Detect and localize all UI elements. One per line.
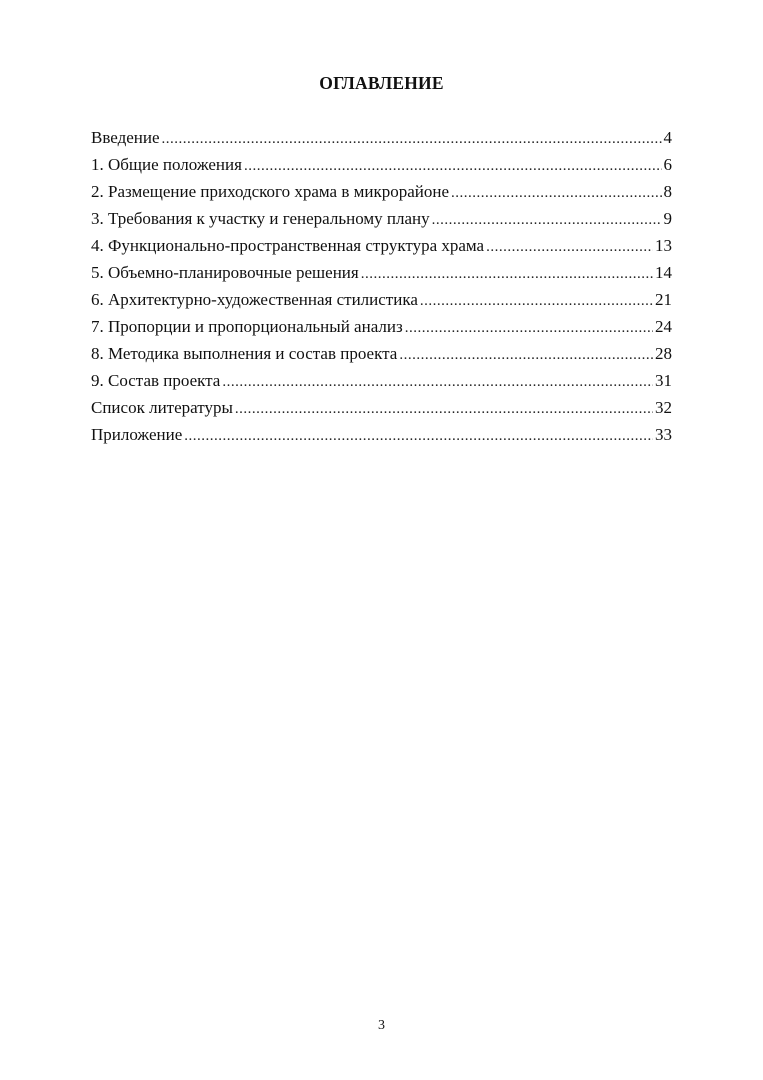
toc-entry-label: 9. Состав проекта — [91, 371, 221, 390]
toc-entry-section-9[interactable] — [91, 367, 672, 394]
dot-leader — [432, 207, 662, 234]
dot-leader — [399, 342, 653, 369]
toc-entry-page: 13 — [655, 236, 672, 255]
dot-leader — [451, 180, 661, 207]
toc-entry-label: Введение — [91, 128, 160, 147]
toc-entry-page: 28 — [655, 344, 672, 363]
dot-leader — [405, 315, 653, 342]
page-number: 3 — [378, 1018, 385, 1033]
dot-leader — [244, 153, 662, 180]
toc-entry-label: 2. Размещение приходского храма в микрорайоне — [91, 182, 450, 201]
toc-entry-page: 6 — [663, 155, 672, 174]
toc-entry-bibliography[interactable] — [91, 394, 672, 421]
toc-entry-section-3[interactable] — [91, 205, 672, 232]
toc-entry-section-7[interactable] — [91, 313, 672, 340]
toc-entry-section-6[interactable] — [91, 286, 672, 313]
dot-leader — [420, 288, 653, 315]
dot-leader — [184, 423, 653, 450]
toc-entry-label: 8. Методика выполнения и состав проекта — [91, 344, 398, 363]
dot-leader — [222, 369, 653, 396]
dot-leader — [235, 396, 653, 423]
toc-entry-label: 4. Функционально-пространственная структура храма — [91, 236, 485, 255]
toc-entry-page: 8 — [663, 182, 672, 201]
toc-entry-page: 31 — [655, 371, 672, 390]
table-of-contents — [91, 124, 672, 448]
toc-entry-page: 9 — [663, 209, 672, 228]
toc-entry-section-1[interactable] — [91, 151, 672, 178]
toc-entry-label: Приложение — [91, 425, 183, 444]
toc-entry-section-2[interactable] — [91, 178, 672, 205]
toc-entry-appendix[interactable] — [91, 421, 672, 448]
dot-leader — [162, 126, 662, 153]
toc-entry-section-8[interactable] — [91, 340, 672, 367]
toc-entry-label: 3. Требования к участку и генеральному плану — [91, 209, 430, 228]
toc-entry-page: 33 — [655, 425, 672, 444]
toc-entry-label: 5. Объемно-планировочные решения — [91, 263, 359, 282]
toc-entry-label: 7. Пропорции и пропорциональный анализ — [91, 317, 403, 336]
toc-entry-page: 14 — [655, 263, 672, 282]
toc-entry-section-4[interactable] — [91, 232, 672, 259]
toc-entry-label: 1. Общие положения — [91, 155, 242, 174]
toc-entry-page: 4 — [663, 128, 672, 147]
toc-entry-page: 21 — [655, 290, 672, 309]
toc-entry-label: 6. Архитектурно-художественная стилистика — [91, 290, 418, 309]
page-title: ОГЛАВЛЕНИЕ — [319, 73, 444, 93]
toc-entry-page: 24 — [655, 317, 672, 336]
toc-entry-section-5[interactable] — [91, 259, 672, 286]
toc-entry-label: Список литературы — [91, 398, 233, 417]
toc-entry-introduction[interactable] — [91, 124, 672, 151]
dot-leader — [361, 261, 653, 288]
dot-leader — [486, 234, 653, 261]
toc-entry-page: 32 — [655, 398, 672, 417]
